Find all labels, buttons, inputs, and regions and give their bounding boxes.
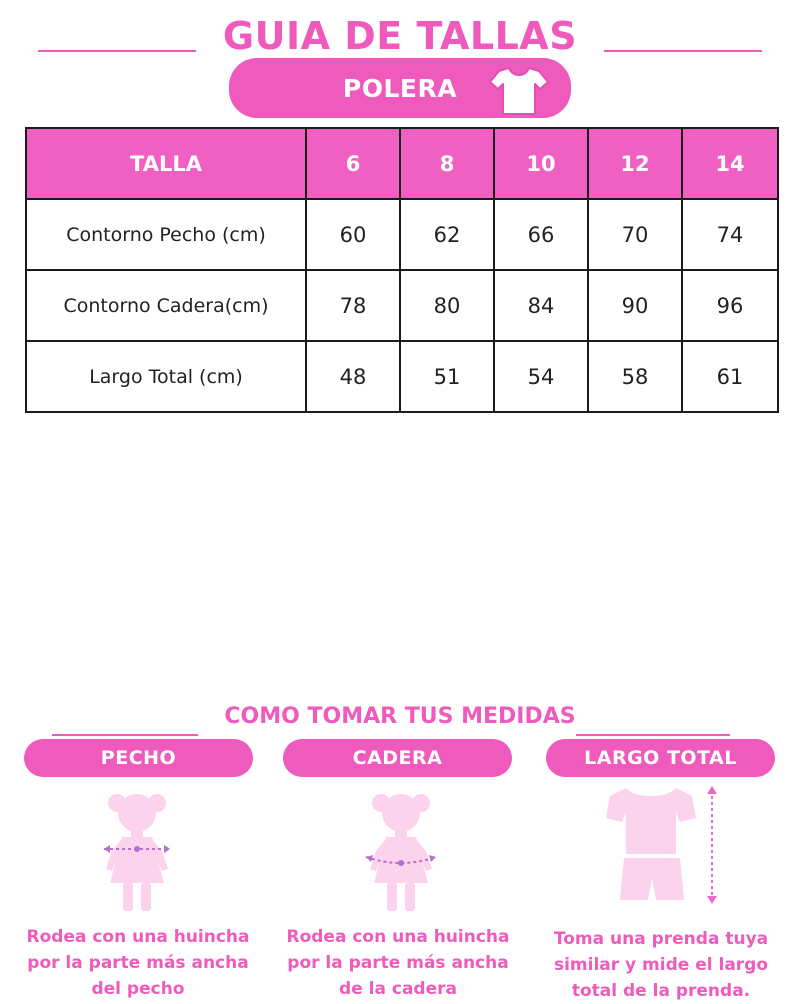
tshirt-icon xyxy=(487,62,551,118)
how-to-title: COMO TOMAR TUS MEDIDAS xyxy=(224,704,576,729)
table-row xyxy=(26,199,778,270)
largo-total-pill xyxy=(546,739,775,777)
girl-chest-icon xyxy=(92,785,182,915)
desc-line: Toma una prenda tuya xyxy=(553,929,769,949)
desc-line: total de la prenda. xyxy=(571,981,751,1001)
size-table xyxy=(25,127,779,413)
page-title: GUIA DE TALLAS xyxy=(222,14,578,58)
header-cell-size: 12 xyxy=(588,128,682,199)
largo-total-label: LARGO TOTAL xyxy=(584,747,737,769)
pecho-label: PECHO xyxy=(100,747,177,769)
pecho-description xyxy=(18,924,258,1002)
table-cell: 78 xyxy=(306,270,400,341)
table-cell: 58 xyxy=(588,341,682,412)
cadera-pill xyxy=(283,739,512,777)
table-cell: 62 xyxy=(400,199,494,270)
garment-label: POLERA xyxy=(342,74,458,103)
desc-line: por la parte más ancha xyxy=(27,953,249,973)
how-to-heading-row xyxy=(0,702,800,742)
row-label: Contorno Pecho (cm) xyxy=(26,199,306,270)
heading-line-right xyxy=(576,734,730,736)
table-cell: 61 xyxy=(682,341,778,412)
table-row xyxy=(26,270,778,341)
title-row xyxy=(0,8,800,58)
table-cell: 96 xyxy=(682,270,778,341)
table-cell: 48 xyxy=(306,341,400,412)
table-cell: 84 xyxy=(494,270,588,341)
table-cell: 70 xyxy=(588,199,682,270)
heading-line-left xyxy=(52,734,198,736)
row-label: Largo Total (cm) xyxy=(26,341,306,412)
desc-line: de la cadera xyxy=(339,979,457,999)
row-label: Contorno Cadera(cm) xyxy=(26,270,306,341)
girl-hip-icon xyxy=(356,785,446,915)
header-cell-size: 14 xyxy=(682,128,778,199)
table-row xyxy=(26,341,778,412)
header-cell-talla: TALLA xyxy=(26,128,306,199)
header-cell-size: 8 xyxy=(400,128,494,199)
garment-length-icon xyxy=(604,782,734,912)
pecho-pill xyxy=(24,739,253,777)
desc-line: Rodea con una huincha xyxy=(26,927,250,947)
table-cell: 66 xyxy=(494,199,588,270)
desc-line: similar y mide el largo xyxy=(553,955,769,975)
table-cell: 54 xyxy=(494,341,588,412)
desc-line: del pecho xyxy=(91,979,185,999)
cadera-label: CADERA xyxy=(352,747,443,769)
cadera-description xyxy=(278,924,518,1002)
title-line-right xyxy=(604,50,762,52)
table-cell: 90 xyxy=(588,270,682,341)
table-cell: 74 xyxy=(682,199,778,270)
table-cell: 51 xyxy=(400,341,494,412)
table-cell: 80 xyxy=(400,270,494,341)
garment-pill xyxy=(229,58,571,118)
largo-total-description xyxy=(541,926,781,1004)
header-cell-size: 6 xyxy=(306,128,400,199)
header-cell-size: 10 xyxy=(494,128,588,199)
desc-line: Rodea con una huincha xyxy=(286,927,510,947)
table-cell: 60 xyxy=(306,199,400,270)
table-header-row xyxy=(26,128,778,199)
desc-line: por la parte más ancha xyxy=(287,953,509,973)
